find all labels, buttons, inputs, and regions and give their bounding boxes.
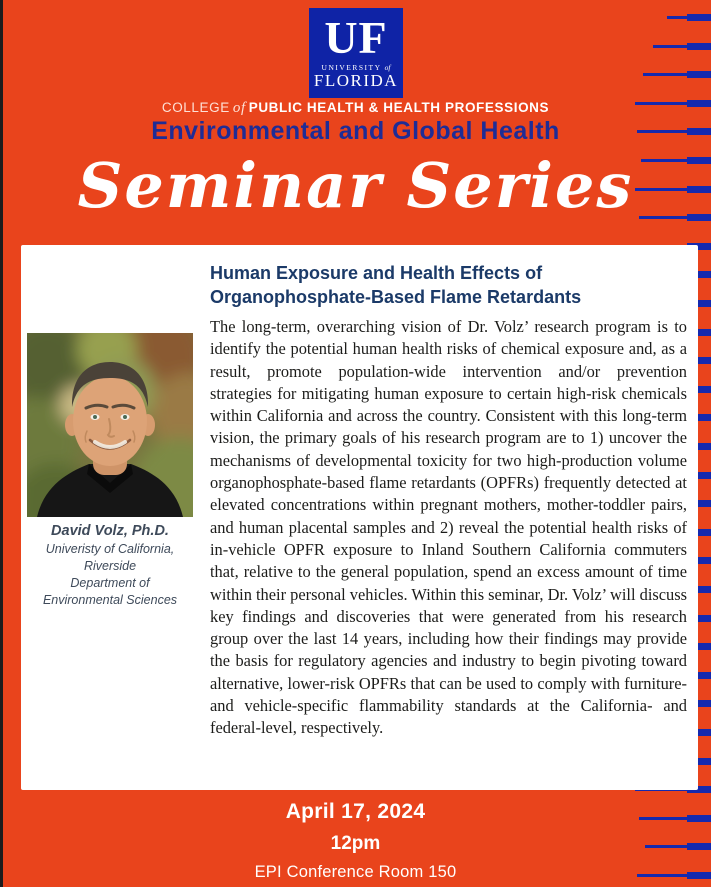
seminar-card (21, 245, 698, 790)
uf-logo (309, 8, 403, 98)
speaker-affiliation-line: Riverside (83, 559, 137, 573)
speaker-name: David Volz, Ph.D. (51, 523, 169, 539)
decor-line (653, 43, 711, 50)
college-of-word: of (232, 100, 246, 116)
speaker-affiliation-line: Environmental Sciences (42, 593, 178, 607)
uf-logo-florida: FLORIDA (313, 71, 399, 90)
left-edge-strip (0, 0, 3, 887)
college-dept: PUBLIC HEALTH & HEALTH PROFESSIONS (248, 100, 550, 115)
college-word: COLLEGE (161, 100, 230, 115)
event-date: April 17, 2024 (285, 800, 426, 823)
uf-logo-university-line: UNIVERSITY of (321, 63, 391, 72)
seminar-abstract: The long-term, overarching vision of Dr. Volz’ research program is to identify the potential human health risks of chemical exposure and, as a result, promote population-wide intervention and/or prevention strategies for mitigating human exposure to certain high-risk chemicals within California and across the country. Consistent with this long-term vision, the primary goals of his research program are to 1) uncover the mechanisms of developmental toxicity for two high-production volume organophosphate-based flame retardants (OPFRs) frequently detected at elevated concentrations within pregnant mothers, mother-toddler pairs, and human placental samples and 2) reveal the potential health risks of in-vehicle OPFR exposure to Inland Southern California commuters that, relative to the general population, spend an excess amount of time within their personal vehicles. Within this seminar, Dr. Volz’ will discuss key findings and discoveries that were generated from his research group over the last 14 years, including how their findings may provide the basis for regulatory agencies and industry to begin pivoting toward alternative, lower-risk OPFRs that can be used to comply with furniture- and vehicle-specific flammability standards at the California- and federal-level, respectively. (210, 317, 687, 738)
speaker-affiliation-line: Department of (70, 576, 150, 590)
uf-logo-letters: UF (324, 12, 388, 63)
decor-line (643, 71, 711, 78)
event-details (0, 799, 711, 883)
event-location: EPI Conference Room 150 (254, 863, 457, 881)
event-time: 12pm (330, 833, 381, 854)
speaker-column (21, 245, 193, 790)
decor-line (667, 14, 711, 21)
program-title: Environmental and Global Health (151, 117, 560, 145)
speaker-photo (27, 333, 193, 517)
abstract-column (193, 245, 698, 790)
speaker-affiliation-line: Univeristy of California, (45, 542, 175, 556)
college-line (0, 100, 711, 117)
seminar-title: Human Exposure and Health Effects of Organophosphate-Based Flame Retardants (210, 263, 582, 307)
speaker-caption (27, 522, 193, 609)
seminar-series-script: Seminar Series (77, 149, 634, 222)
